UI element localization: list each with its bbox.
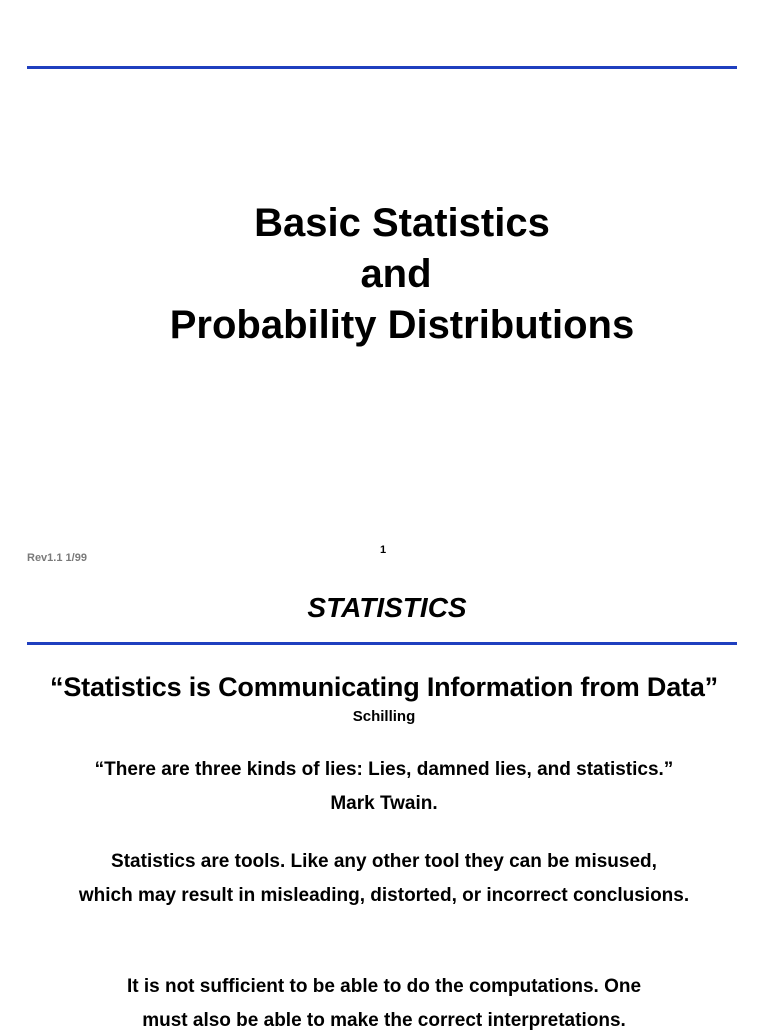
paragraph-1-line-1: Statistics are tools. Like any other tool they can be misused, — [111, 851, 657, 872]
title-line-1: Basic Statistics — [254, 201, 550, 245]
main-quote: “Statistics is Communicating Information from Data” — [50, 672, 718, 702]
main-quote-author: Schilling — [352, 708, 416, 725]
section-divider — [27, 642, 737, 645]
title-line-3: Probability Distributions — [169, 303, 635, 347]
revision-label: Rev1.1 1/99 — [27, 552, 87, 564]
twain-quote-author: Mark Twain. — [330, 793, 438, 814]
page-number: 1 — [380, 544, 387, 556]
top-divider — [27, 66, 737, 69]
paragraph-2-line-2: must also be able to make the correct interpretations. — [142, 1010, 626, 1031]
slide-title — [0, 198, 768, 351]
paragraph-1-line-2: which may result in misleading, distorted, or incorrect conclusions. — [78, 885, 690, 906]
title-line-2: and — [360, 252, 432, 296]
twain-quote: “There are three kinds of lies: Lies, damned lies, and statistics.” — [94, 759, 674, 780]
section-heading: STATISTICS — [307, 592, 467, 623]
paragraph-2-line-1: It is not sufficient to be able to do the computations. One — [126, 976, 642, 997]
